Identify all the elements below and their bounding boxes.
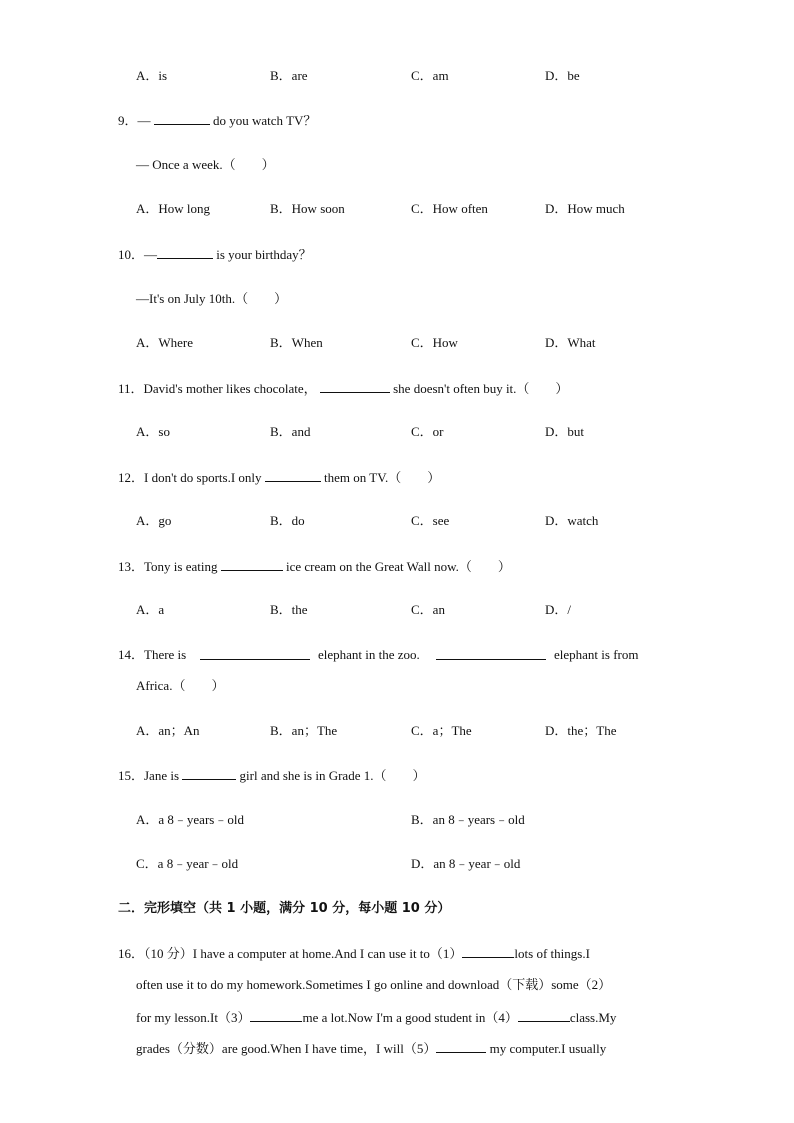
q14-option-b: B．an；The [270, 723, 338, 738]
q13-option-b: B．the [270, 602, 308, 617]
q15-question [118, 767, 425, 784]
section-heading-cloze: 二．完形填空（共 1 小题，满分 10 分，每小题 10 分） [118, 901, 451, 916]
q8-option-c: C．am [411, 68, 449, 83]
q15-blank [182, 767, 236, 780]
q16-blank-5 [436, 1040, 486, 1053]
q9-dash: — [137, 113, 151, 128]
q16-line-1 [118, 945, 590, 962]
q11-option-a: A．so [136, 424, 170, 439]
q11-option-d: D．but [545, 424, 585, 439]
q8-option-d: D．be [545, 68, 580, 83]
q14-blank-1 [200, 647, 310, 660]
q16-blank-4 [518, 1009, 570, 1022]
q13-text-after: ice cream on the Great Wall now.（ ） [285, 559, 511, 574]
q15-text-after: girl and she is in Grade 1.（ ） [239, 768, 426, 783]
q16-line4-b: my computer.I usually [489, 1041, 607, 1056]
q16-line1-b: lots of things.I [514, 946, 590, 961]
q10-option-d: D．What [545, 335, 596, 350]
q9-answer: — Once a week.（ ） [136, 157, 275, 172]
q16-line3-a: for my lesson.It（3） [136, 1010, 251, 1025]
q16-line4-a: grades（分数）are good.When I have time，I will（5） [136, 1041, 437, 1056]
q10-question [118, 246, 312, 263]
q12-option-d: D．watch [545, 513, 599, 528]
q15-option-b: B．an 8﹣years﹣old [411, 812, 525, 827]
q13-text-before: 13．Tony is eating [118, 559, 218, 574]
q15-text-before: 15．Jane is [118, 768, 180, 783]
q16-line-2: often use it to do my homework.Sometimes I go online and download（下载）some（2） [136, 977, 612, 992]
q11-option-c: C．or [411, 424, 444, 439]
q9-text: do you watch TV？ [213, 113, 317, 128]
q11-text-before: 11．David's mother likes chocolate， [118, 381, 317, 396]
q10-number: 10． [118, 247, 145, 262]
q14-text-a: 14．There is [118, 647, 187, 662]
q16-line3-b: me a lot.Now I'm a good student in（4） [302, 1010, 518, 1025]
q16-line1-a: 16．（10 分）I have a computer at home.And I can use it to（1） [118, 946, 463, 961]
q14-line2: Africa.（ ） [136, 678, 225, 693]
q13-option-a: A．a [136, 602, 165, 617]
q15-option-d: D．an 8﹣year﹣old [411, 856, 521, 871]
q10-blank [157, 246, 213, 259]
q16-line-3 [136, 1009, 616, 1026]
q14-option-a: A．an；An [136, 723, 200, 738]
q13-option-d: D．/ [545, 602, 572, 617]
q13-blank [221, 558, 283, 571]
q16-line3-c: class.My [569, 1010, 617, 1025]
q8-option-b: B．are [270, 68, 308, 83]
q14-option-d: D．the；The [545, 723, 617, 738]
q9-number: 9． [118, 113, 138, 128]
q12-text-after: them on TV.（ ） [324, 470, 441, 485]
q16-blank-1 [462, 945, 514, 958]
q12-blank [265, 469, 321, 482]
q10-text: is your birthday？ [216, 247, 312, 262]
q12-option-c: C．see [411, 513, 450, 528]
q9-option-b: B．How soon [270, 201, 345, 216]
q13-question [118, 558, 511, 575]
q16-blank-3 [250, 1009, 302, 1022]
q9-option-a: A．How long [136, 201, 211, 216]
q12-option-b: B．do [270, 513, 305, 528]
q14-option-c: C．a；The [411, 723, 472, 738]
q11-question [118, 380, 568, 397]
q9-question [118, 112, 316, 129]
q15-option-c: C．a 8﹣year﹣old [136, 856, 239, 871]
q10-answer: —It's on July 10th.（ ） [136, 291, 288, 306]
q8-option-a: A．is [136, 68, 168, 83]
q16-line-4 [136, 1040, 606, 1057]
q12-option-a: A．go [136, 513, 172, 528]
q12-text-before: 12．I don't do sports.I only [118, 470, 262, 485]
q12-question [118, 469, 440, 486]
q14-text-b: elephant in the zoo. [318, 647, 420, 662]
q11-option-b: B．and [270, 424, 311, 439]
q14-blank-2 [436, 647, 546, 660]
q10-option-c: C．How [411, 335, 458, 350]
q11-text-after: she doesn't often buy it.（ ） [393, 381, 569, 396]
q9-option-d: D．How much [545, 201, 625, 216]
q10-dash: — [144, 247, 158, 262]
q10-option-a: A．Where [136, 335, 194, 350]
q9-blank [154, 112, 210, 125]
q14-text-c: elephant is from [554, 647, 639, 662]
q13-option-c: C．an [411, 602, 445, 617]
q11-blank [320, 380, 390, 393]
q15-option-a: A．a 8﹣years﹣old [136, 812, 244, 827]
q10-option-b: B．When [270, 335, 323, 350]
q9-option-c: C．How often [411, 201, 488, 216]
